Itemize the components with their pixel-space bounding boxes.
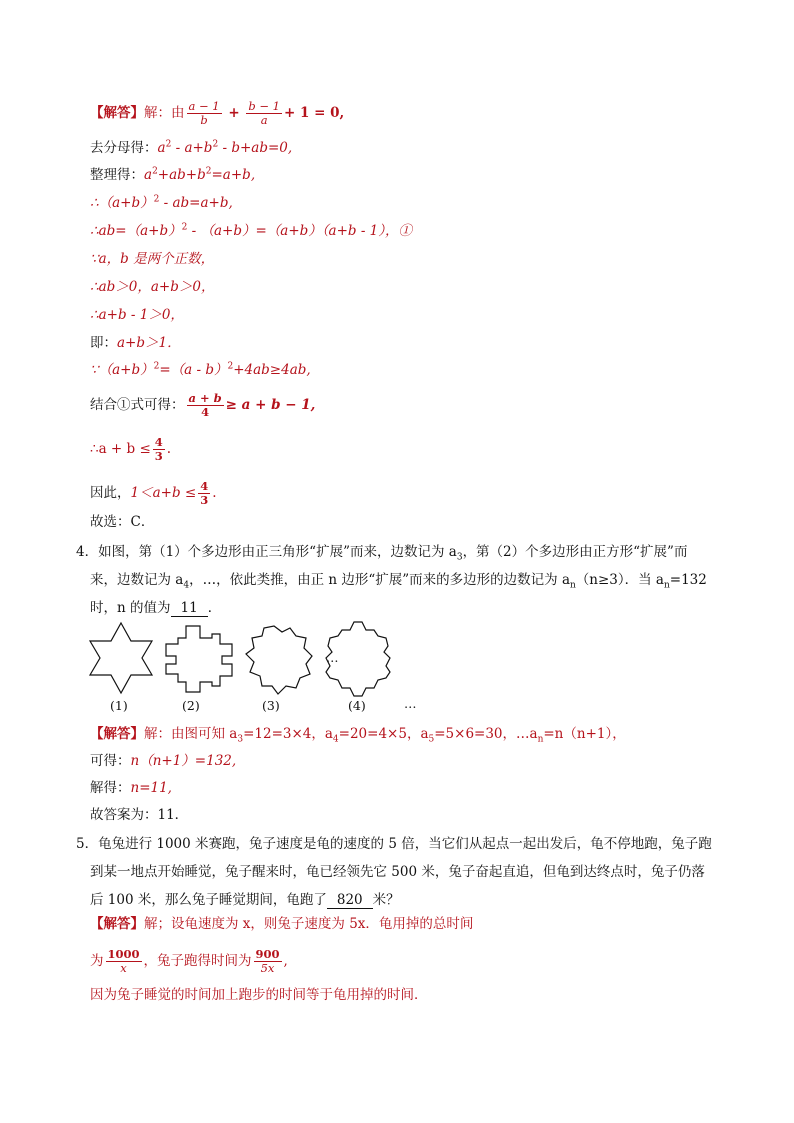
fraction: $\frac{4}{3}$ (154, 435, 163, 463)
answer-blank: 11 (171, 600, 208, 617)
q3-step3: $\therefore(a+b)^2 - ab=a+b$, (90, 194, 233, 211)
q3-step5: ∵a，b 是两个正数， (90, 251, 215, 267)
q4-answer-line3: 解得：n=11, (90, 780, 172, 796)
fraction: $\frac{900}{5x}$ (255, 947, 280, 975)
fraction: $\frac{b - 1}{a}$ (248, 99, 280, 127)
caption-3: (3) (262, 698, 280, 713)
caption-2: (2) (182, 698, 200, 713)
q3-step1: 去分母得：$a^2 - a+b^2 - b+ab=0$, (90, 139, 293, 156)
answer-lead: 解：由 (144, 105, 185, 121)
q3-step12: 因此，1＜a+b ≤ $\frac{4}{3}$ . (90, 479, 217, 507)
q3-step8: 即：a+b＞1． (90, 335, 181, 351)
q5-answer-line2: 为 $\frac{1000}{x}$ ，兔子跑得时间为 $\frac{900}{5x}$ , (90, 947, 288, 975)
q3-step2: 整理得：$a^2+ab+b^2=a+b$, (90, 166, 256, 183)
answer-tag: 【解答】 (90, 726, 144, 742)
equation-tail: + 1 = 0, (283, 105, 345, 121)
q3-answer-line: 【解答】解：由 $\frac{a - 1}{b}$ + $\frac{b - 1}{a}$ + 1 = 0, (90, 99, 345, 127)
cross-shape (166, 626, 232, 692)
q3-step7: ∴a+b - 1＞0， (90, 307, 184, 323)
pentagon-ext-shape (246, 626, 312, 694)
fraction: $\frac{a + b}{4}$ (188, 391, 222, 419)
q5-answer-line3: 因为兔子睡觉的时间加上跑步的时间等于龟用掉的时间． (90, 987, 428, 1003)
star-shape (90, 623, 152, 693)
q4-line3: 时，n 的值为 11 ． (90, 600, 222, 616)
q4-line2: 来，边数记为 $a_4$，…，依此类推，由正 n 边形“扩展”而来的多边形的边数记为 $a_n(n\ge 3)$．当 $a_n=132$ (90, 572, 707, 591)
ellipsis-2: … (404, 696, 417, 711)
q5-answer-line1: 【解答】解；设龟速度为 x，则兔子速度为 5x．龟用掉的总时间 (90, 916, 474, 932)
fraction: $\frac{4}{3}$ (200, 479, 209, 507)
answer-blank: 820 (327, 892, 373, 909)
q4-answer-line2: 可得：n（n+1）=132, (90, 753, 237, 769)
answer-tag: 【解答】 (90, 916, 144, 932)
q3-step9: $\because(a+b)^2=(a - b)^2+4ab\ge 4ab$, (90, 361, 311, 378)
caption-1: (1) (110, 698, 128, 713)
answer-tag: 【解答】 (90, 105, 144, 121)
q5-line3: 后 100 米，那么兔子睡觉期间，龟跑了 820 米？ (90, 892, 400, 908)
fraction: $\frac{a - 1}{b}$ (188, 99, 220, 127)
q5-line1: 5．龟兔进行 1000 米赛跑，兔子速度是龟的速度的 5 倍，当它们从起点一起出发后，龟不停地跑，兔子跑 (76, 836, 712, 852)
q3-step10: 结合①式可得： $\frac{a + b}{4}$ ≥ a + b − 1, (90, 391, 316, 419)
q4-line1: 4．如图，第（1）个多边形由正三角形“扩展”而来，边数记为 $a_3$，第（2）个多边形由正方形“扩展”而 (76, 544, 688, 563)
q3-step6: ∴ab＞0，a+b＞0， (90, 279, 215, 295)
ellipsis: … (326, 650, 339, 665)
q3-step11: ∴a + b ≤ $\frac{4}{3}$ . (90, 435, 172, 463)
q5-line2: 到某一地点开始睡觉，兔子醒来时，龟已经领先它 500 米，兔子奋起直追，但龟到达终点时，兔子仍落 (90, 864, 705, 880)
q3-step4: $\therefore ab=(a+b)^2 - (a+b)=(a+b)(a+b - 1)$，① (90, 222, 413, 239)
q4-answer-line4: 故答案为：11． (90, 807, 189, 823)
q3-step13: 故选：C． (90, 514, 155, 530)
caption-4: (4) (348, 698, 366, 713)
q4-answer-line1: 【解答】解：由图可知 $a_3=12=3\times 4$，$a_4=20=4\times 5$，$a_5=5\times 6=30$，$\dots a_n=n(n+1)$， (90, 726, 626, 745)
fraction: $\frac{1000}{x}$ (107, 947, 140, 975)
